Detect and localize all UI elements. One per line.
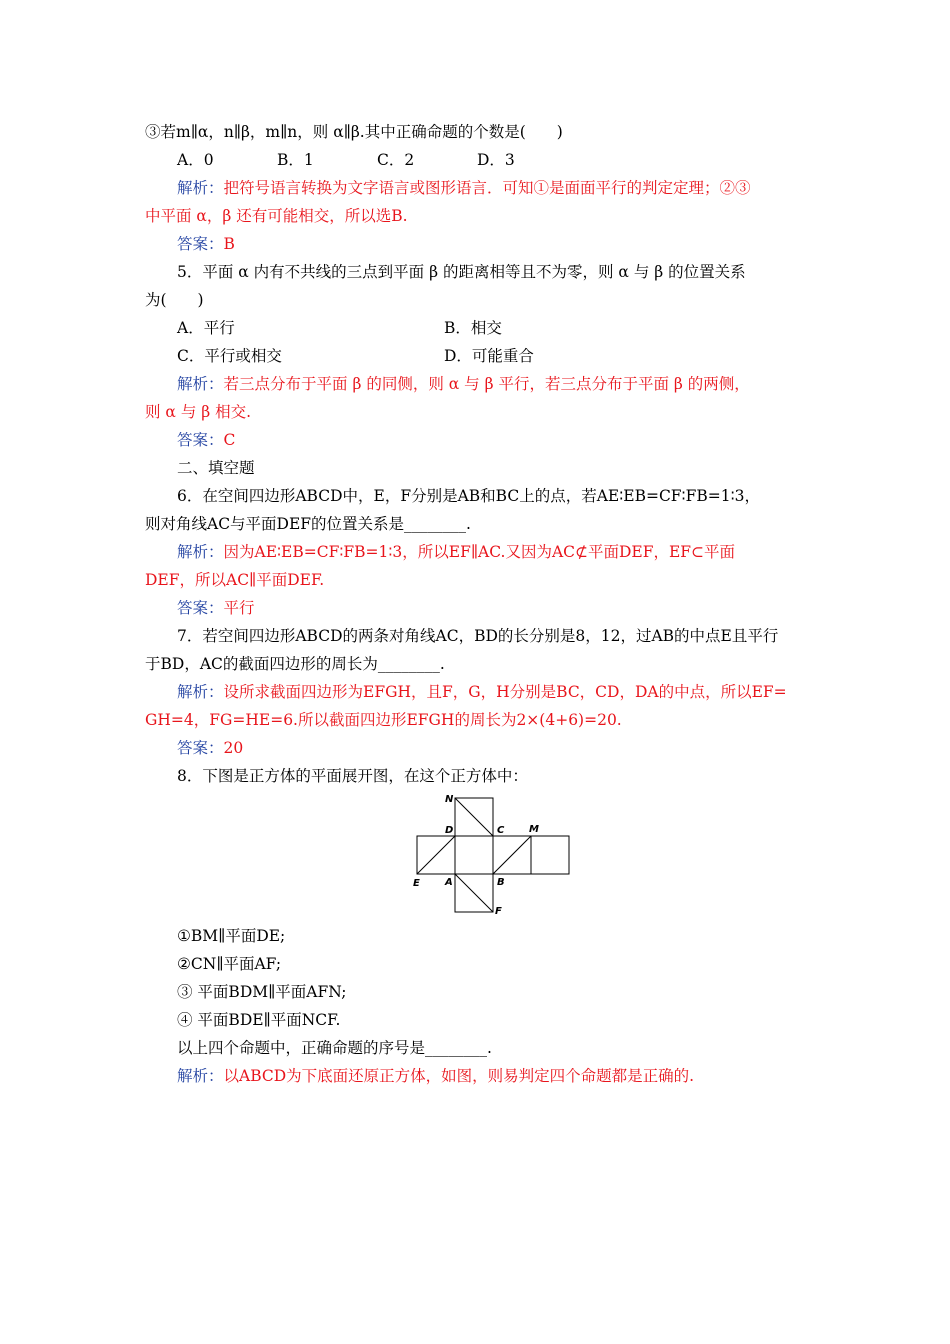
label-e: E (413, 878, 420, 889)
analysis-text: 因为AE∶EB=CF∶FB=1∶3，所以EF∥AC.又因为AC⊄平面DEF，EF⊂平面 (223, 543, 736, 561)
answer-value: C (223, 431, 236, 449)
q4-option-a: A．0 (177, 151, 214, 169)
q5-stem-line1: 5．平面 α 内有不共线的三点到平面 β 的距离相等且不为零，则 α 与 β 的位置关系 (177, 263, 746, 281)
q7-analysis-line1 (177, 682, 787, 702)
analysis-text: 把符号语言转换为文字语言或图形语言．可知①是面面平行的判定定理；②③ (223, 179, 751, 197)
diagonal-bm (493, 836, 531, 874)
analysis-text: 以ABCD为下底面还原正方体，如图，则易判定四个命题都是正确的. (223, 1067, 695, 1085)
q8-item-2: ②CN∥平面AF; (177, 955, 282, 973)
diagonal-ed (417, 836, 455, 874)
q7-answer (177, 738, 243, 758)
cube-net-figure (405, 788, 585, 920)
answer-value: B (223, 235, 235, 253)
answer-label: 答案： (177, 739, 224, 757)
section-heading: 二、填空题 (177, 459, 255, 477)
q7-stem-line1: 7．若空间四边形ABCD的两条对角线AC，BD的长分别是8，12，过AB的中点E且平行 (177, 627, 779, 645)
q5-analysis-line1 (177, 374, 750, 394)
diagonal-nc (455, 798, 493, 836)
analysis-label: 解析： (177, 179, 224, 197)
q4-analysis-line1 (177, 178, 751, 198)
q5-answer (177, 430, 235, 450)
q8-item-1: ①BM∥平面DE; (177, 927, 286, 945)
analysis-label: 解析： (177, 543, 224, 561)
q7-stem-line2: 于BD，AC的截面四边形的周长为________. (145, 655, 445, 673)
label-f: F (495, 906, 502, 917)
q4-analysis-line2: 中平面 α，β 还有可能相交，所以选B. (145, 207, 408, 225)
q8-item-3: ③ 平面BDM∥平面AFN; (177, 983, 347, 1001)
answer-label: 答案： (177, 599, 224, 617)
analysis-text: 若三点分布于平面 β 的同侧，则 α 与 β 平行，若三点分布于平面 β 的两侧， (223, 375, 750, 393)
net-square-right2 (531, 836, 569, 874)
label-b: B (497, 877, 505, 888)
q5-analysis-line2: 则 α 与 β 相交. (145, 403, 252, 421)
label-a: A (445, 877, 453, 888)
q4-stem-tail: ③若m∥α，n∥β，m∥n，则 α∥β.其中正确命题的个数是( ) (145, 123, 563, 141)
analysis-label: 解析： (177, 683, 224, 701)
answer-label: 答案： (177, 431, 224, 449)
answer-label: 答案： (177, 235, 224, 253)
q6-analysis-line1 (177, 542, 735, 562)
q6-analysis-line2: DEF，所以AC∥平面DEF. (145, 571, 325, 589)
answer-value: 20 (223, 739, 244, 757)
q8-item-4: ④ 平面BDE∥平面NCF. (177, 1011, 341, 1029)
q4-option-c: C．2 (377, 151, 415, 169)
q5-option-c: C．平行或相交 (177, 347, 282, 365)
analysis-label: 解析： (177, 375, 224, 393)
q8-question: 以上四个命题中，正确命题的序号是________. (177, 1039, 492, 1057)
q5-option-b: B．相交 (444, 319, 502, 337)
q4-option-b: B．1 (277, 151, 314, 169)
label-n: N (445, 794, 454, 805)
q8-stem: 8．下图是正方体的平面展开图，在这个正方体中： (177, 767, 528, 785)
q5-option-a: A．平行 (177, 319, 235, 337)
q6-answer (177, 598, 255, 618)
net-square-center (455, 836, 493, 874)
q4-answer (177, 234, 235, 254)
analysis-text: 设所求截面四边形为EFGH，且F，G，H分别是BC，CD，DA的中点，所以EF= (223, 683, 787, 701)
label-c: C (497, 825, 505, 836)
diagonal-af (455, 874, 493, 912)
answer-value: 平行 (223, 599, 255, 617)
q7-analysis-line2: GH=4，FG=HE=6.所以截面四边形EFGH的周长为2×(4+6)=20. (145, 711, 622, 729)
analysis-label: 解析： (177, 1067, 224, 1085)
q4-option-d: D．3 (477, 151, 515, 169)
label-d: D (445, 825, 454, 836)
label-m: M (529, 824, 539, 835)
q8-analysis (177, 1066, 694, 1086)
q5-stem-line2: 为( ) (145, 291, 204, 309)
q6-stem-line2: 则对角线AC与平面DEF的位置关系是________. (145, 515, 471, 533)
q5-option-d: D．可能重合 (444, 347, 534, 365)
q6-stem-line1: 6．在空间四边形ABCD中，E，F分别是AB和BC上的点，若AE∶EB=CF∶FB=1∶3， (177, 487, 760, 505)
